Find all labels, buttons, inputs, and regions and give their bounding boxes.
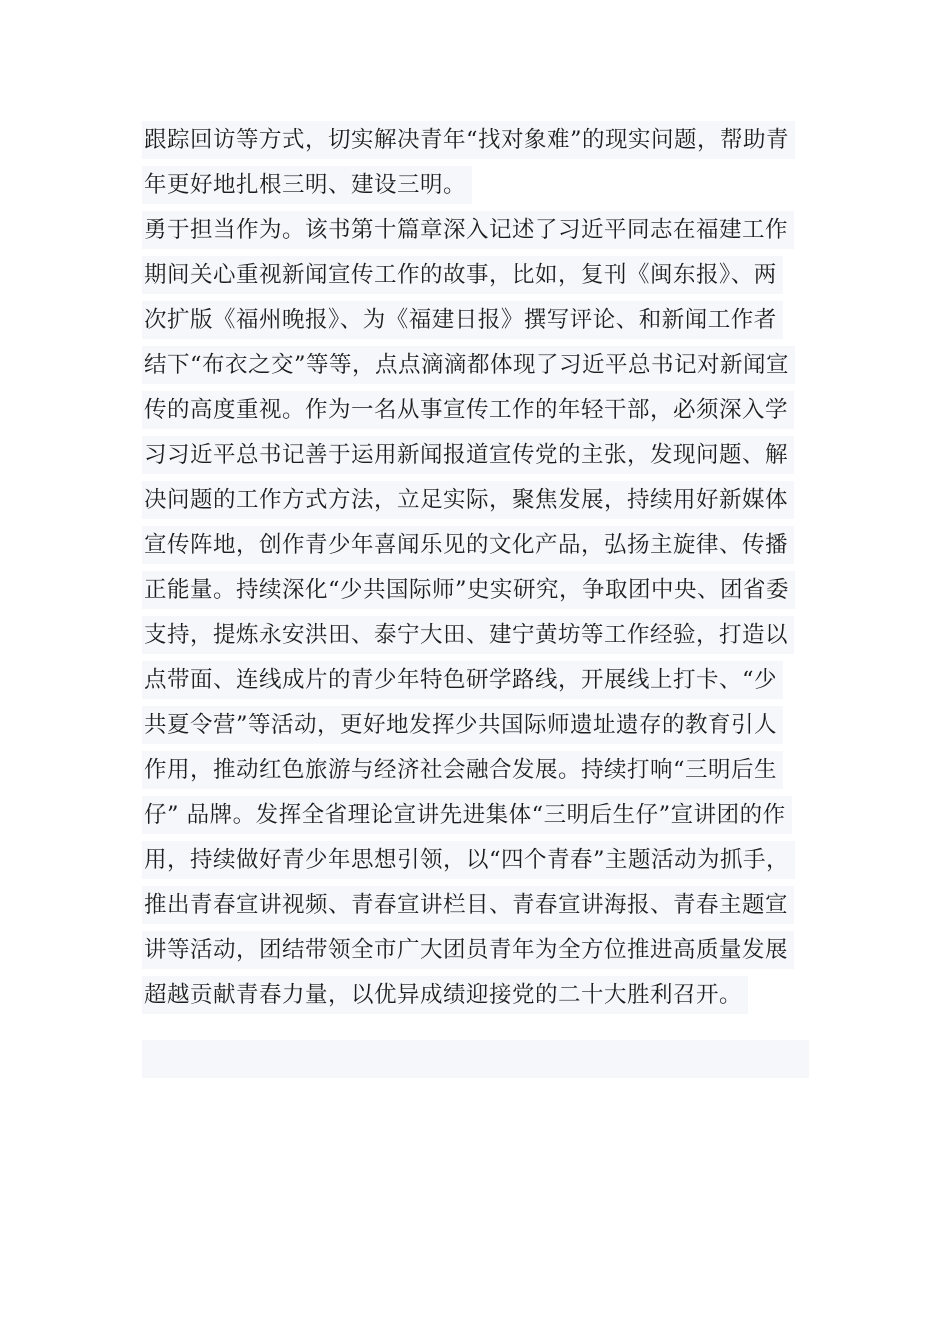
text-line-content: 习习近平总书记善于运用新闻报道宣传党的主张，发现问题、解 bbox=[142, 436, 794, 474]
text-line bbox=[142, 748, 842, 793]
text-line-content: 宣传阵地，创作青少年喜闻乐见的文化产品，弘扬主旋律、传播 bbox=[142, 526, 794, 564]
text-line-content: 用，持续做好青少年思想引领，以“四个青春”主题活动为抓手， bbox=[142, 841, 795, 879]
text-line-content: 期间关心重视新闻宣传工作的故事，比如，复刊《闽东报》、两 bbox=[142, 256, 783, 294]
text-line bbox=[142, 343, 842, 388]
text-line bbox=[142, 928, 842, 973]
text-line-content: 超越贡献青春力量，以优异成绩迎接党的二十大胜利召开。 bbox=[142, 976, 748, 1014]
text-line bbox=[142, 703, 842, 748]
text-line bbox=[142, 388, 842, 433]
text-line-content: 推出青春宣讲视频、青春宣讲栏目、青春宣讲海报、青春主题宣 bbox=[142, 886, 794, 924]
text-line bbox=[142, 568, 842, 613]
text-line-content: 传的高度重视。作为一名从事宣传工作的年轻干部，必须深入学 bbox=[142, 391, 794, 429]
text-line-content: 勇于担当作为。该书第十篇章深入记述了习近平同志在福建工作 bbox=[142, 211, 794, 249]
text-line-content: 结下“布衣之交”等等，点点滴滴都体现了习近平总书记对新闻宣 bbox=[142, 346, 795, 384]
text-line bbox=[142, 793, 842, 838]
text-line-content: 共夏令营”等活动，更好地发挥少共国际师遗址遗存的教育引人 bbox=[142, 706, 783, 744]
text-line bbox=[142, 973, 842, 1018]
text-line bbox=[142, 883, 842, 928]
text-line bbox=[142, 838, 842, 883]
text-line-content: 决问题的工作方式方法，立足实际，聚焦发展，持续用好新媒体 bbox=[142, 481, 794, 519]
text-line-content: 支持，提炼永安洪田、泰宁大田、建宁黄坊等工作经验，打造以 bbox=[142, 616, 794, 654]
body-text bbox=[142, 118, 842, 1018]
text-line bbox=[142, 118, 842, 163]
text-line-content: 仔” 品牌。发挥全省理论宣讲先进集体“三明后生仔”宣讲团的作 bbox=[142, 796, 792, 834]
text-line-content: 年更好地扎根三明、建设三明。 bbox=[142, 166, 472, 204]
text-line bbox=[142, 613, 842, 658]
text-line bbox=[142, 433, 842, 478]
text-line-content: 作用，推动红色旅游与经济社会融合发展。持续打响“三明后生 bbox=[142, 751, 783, 789]
text-line bbox=[142, 658, 842, 703]
text-line-content: 讲等活动，团结带领全市广大团员青年为全方位推进高质量发展 bbox=[142, 931, 794, 969]
empty-highlight-bar bbox=[142, 1040, 809, 1078]
text-line bbox=[142, 163, 842, 208]
text-line-content: 跟踪回访等方式，切实解决青年“找对象难”的现实问题，帮助青 bbox=[142, 121, 795, 159]
text-line bbox=[142, 208, 842, 253]
text-line-content: 点带面、连线成片的青少年特色研学路线，开展线上打卡、“少 bbox=[142, 661, 783, 699]
text-line-content: 正能量。持续深化“少共国际师”史实研究，争取团中央、团省委 bbox=[142, 571, 795, 609]
text-line bbox=[142, 523, 842, 568]
text-line-content: 次扩版《福州晚报》、为《福建日报》撰写评论、和新闻工作者 bbox=[142, 301, 783, 339]
text-line bbox=[142, 253, 842, 298]
text-line bbox=[142, 478, 842, 523]
text-line bbox=[142, 298, 842, 343]
